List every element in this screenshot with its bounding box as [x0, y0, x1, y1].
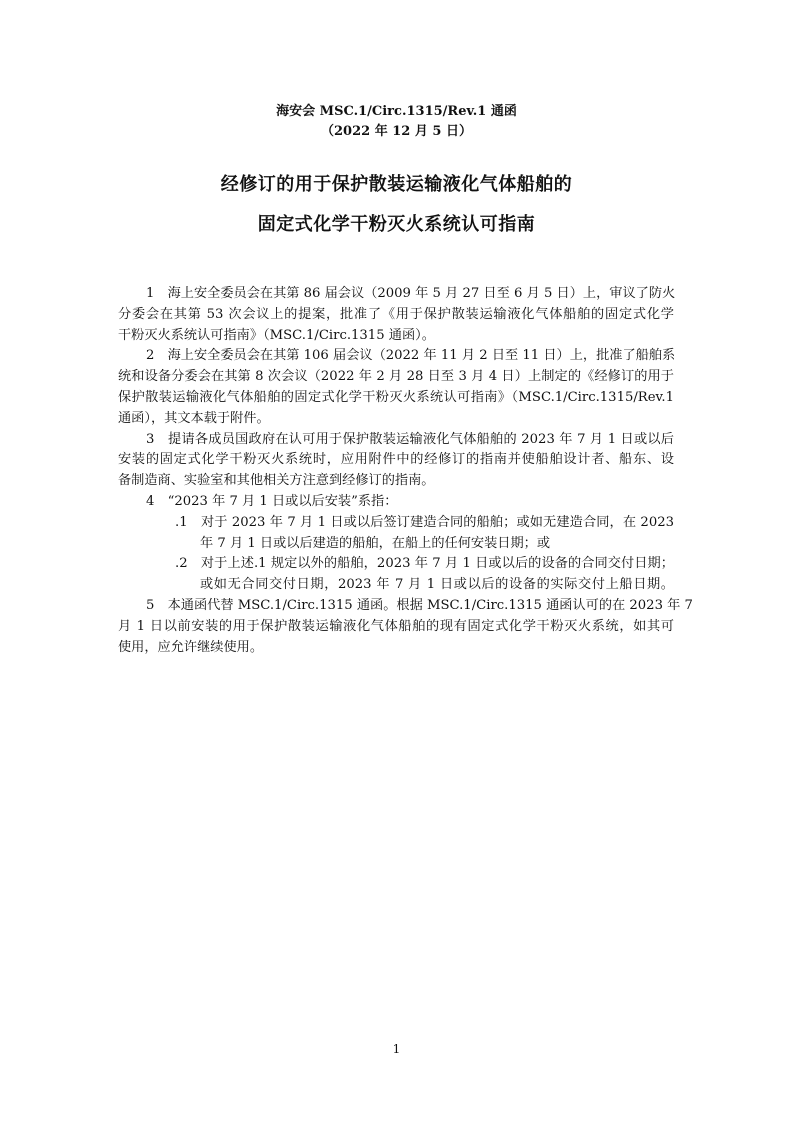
- text-line: 干粉灭火系统认可指南》（MSC.1/Circ.1315 通函）。: [118, 327, 435, 343]
- text-line: 安装的固定式化学干粉灭火系统时，应用附件中的经修订的指南并使船舶设计者、船东、设: [118, 452, 674, 468]
- subitem-2-line: .2 对于上述.1 规定以外的船舶，2023 年 7 月 1 日或以后的设备的合同交付日期；: [175, 556, 674, 572]
- text-line: 3 提请各成员国政府在认可用于保护散装运输液化气体船舶的 2023 年 7 月 1 日或以后: [146, 431, 674, 447]
- text-line: 分委会在其第 53 次会议上的提案，批准了《用于保护散装运输液化气体船舶的固定式化学: [118, 306, 674, 322]
- paragraph-4: [118, 492, 674, 596]
- text-line: 备制造商、实验室和其他相关方注意到经修订的指南。: [118, 473, 435, 489]
- text-line: 2 海上安全委员会在其第 106 届会议（2022 年 11 月 2 日至 11 日）上，批准了船舶系: [146, 348, 676, 364]
- text-line: 1 海上安全委员会在其第 86 届会议（2009 年 5 月 27 日至 6 月 5 日）上，审议了防火: [146, 286, 676, 301]
- subitem-1-line: 年 7 月 1 日或以后建造的船舶，在船上的任何安装日期；或: [200, 535, 551, 551]
- paragraph-5: [118, 596, 693, 658]
- text-line: 5 本通函代替 MSC.1/Circ.1315 通函。根据 MSC.1/Circ.1315 通函认可的在 2023 年 7: [146, 597, 693, 613]
- circular-date: （2022 年 12 月 5 日）: [321, 124, 472, 139]
- text-line: 月 1 日以前安装的用于保护散装运输液化气体船舶的现有固定式化学干粉灭火系统，如其可: [118, 618, 674, 634]
- subitem-1-line: .1 对于 2023 年 7 月 1 日或以后签订建造合同的船舶；或如无建造合同，在 2023: [175, 514, 674, 530]
- circular-reference: 海安会 MSC.1/Circ.1315/Rev.1 通函: [276, 104, 517, 119]
- paragraph-1: [118, 284, 674, 346]
- text-line: 4 “2023 年 7 月 1 日或以后安装”系指：: [146, 493, 398, 509]
- document-title-line-2: 固定式化学干粉灭火系统认可指南: [257, 214, 536, 235]
- text-line: 统和设备分委会在其第 8 次会议（2022 年 2 月 28 日至 3 月 4 日）上制定的《经修订的用于: [118, 369, 674, 385]
- paragraph-3: [118, 430, 674, 492]
- subitem-2-line: 或如无合同交付日期，2023 年 7 月 1 日或以后的设备的实际交付上船日期。: [200, 577, 674, 593]
- text-line: 通函），其文本载于附件。: [118, 410, 270, 426]
- page-number: 1: [392, 1042, 401, 1056]
- document-title-line-1: 经修订的用于保护散装运输液化气体船舶的: [220, 174, 573, 195]
- text-line: 使用，应允许继续使用。: [118, 639, 264, 655]
- document-body: [118, 284, 693, 658]
- paragraph-2: [118, 346, 674, 429]
- text-line: 保护散装运输液化气体船舶的固定式化学干粉灭火系统认可指南》（MSC.1/Circ.1315/Rev.1: [118, 389, 674, 405]
